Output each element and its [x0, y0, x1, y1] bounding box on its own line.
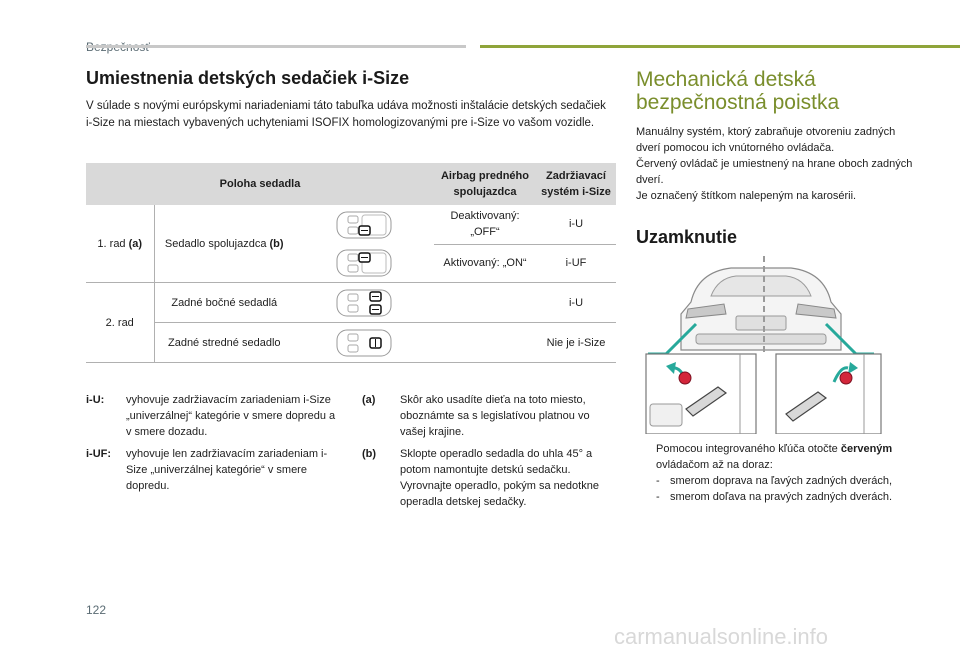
car-diagram-cell [294, 283, 434, 323]
mechanical-lock-heading: Mechanická detská bezpečnostná poistka [636, 68, 840, 114]
table-row [86, 205, 616, 244]
car-top-view-icon [334, 246, 394, 280]
header-accent-rule [480, 45, 960, 48]
row2-side-seat: Zadné bočné sedadlá [154, 283, 294, 323]
car-top-view-icon [334, 286, 394, 320]
value-on-cell: i-UF [536, 244, 616, 283]
table-row [86, 283, 616, 323]
row1-seat: Sedadlo spolujazdca (b) [154, 205, 294, 283]
table-row [86, 323, 616, 363]
locking-heading: Uzamknutie [636, 227, 738, 247]
list-item: Pomocou integrovaného kľúča otočte červeným ovládačom až na doraz: [636, 441, 916, 473]
car-top-view-icon [334, 326, 394, 360]
th-position: Poloha sedadla [86, 163, 434, 205]
child-lock-illustration [636, 254, 886, 434]
header-rule [86, 45, 466, 48]
center-value-cell: Nie je i-Size [536, 323, 616, 363]
airbag-on-cell: Aktivovaný: „ON“ [434, 244, 536, 283]
car-diagram-cell [294, 244, 434, 283]
th-isize: Zadržiavací systém i-Size [536, 163, 616, 205]
list-item: - smerom doľava na pravých zadných dverách. [656, 491, 893, 503]
locking-instructions [636, 441, 916, 505]
page-number: 122 [86, 603, 107, 617]
car-diagram-cell [294, 205, 434, 244]
list-item: - smerom doprava na ľavých zadných dverách, [656, 475, 893, 487]
row1-rad: 1. rad (a) [86, 205, 154, 283]
table-header-row [86, 163, 616, 205]
row2-center-seat: Zadné stredné sedadlo [154, 323, 294, 363]
isize-intro: V súlade s novými európskymi nariadeniami táto tabuľka udáva možnosti inštalácie detských sedačiek i-Size na miestach vybavených uchyteniami ISOFIX homologizovanými pre i-Size vo vašom vozidle. [86, 100, 606, 129]
value-off-cell: i-U [536, 205, 616, 244]
airbag-off-cell: Deaktivovaný: „OFF“ [434, 205, 536, 244]
side-value-cell: i-U [536, 283, 616, 323]
isize-heading: Umiestnenia detských sedačiek i-Size [86, 68, 410, 88]
mechanical-lock-text: Manuálny systém, ktorý zabraňuje otvoreniu zadných dverí pomocou ich vnútorného ovládača. Červený ovládač je umiestnený na hrane oboch zadných dverí. Je označený štítkom nalepeným na karosérii. [636, 126, 913, 202]
empty-cell [434, 323, 536, 363]
isize-table [86, 163, 616, 363]
row2-rad: 2. rad [86, 283, 154, 363]
watermark: carmanualsonline.info [614, 624, 829, 649]
bullet-icon [636, 441, 656, 473]
empty-cell [434, 283, 536, 323]
th-airbag: Airbag predného spolujazdca [434, 163, 536, 205]
car-top-view-icon [334, 208, 394, 242]
car-diagram-cell [294, 323, 434, 363]
